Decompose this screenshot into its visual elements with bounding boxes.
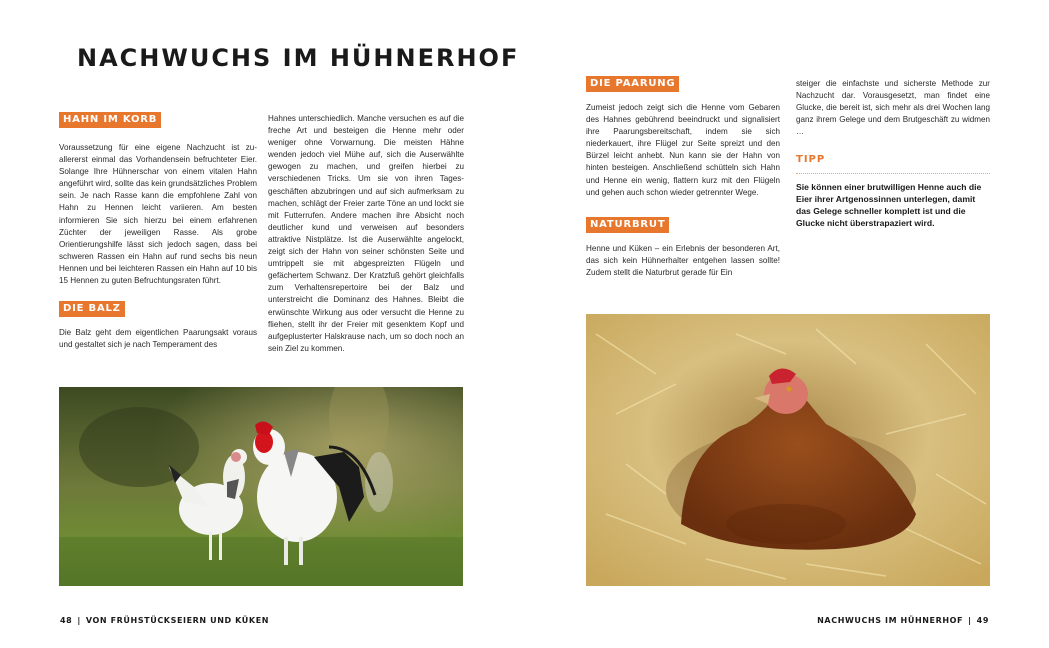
section-text-die-paarung: Zumeist jedoch zeigt sich die Henne vom Gebaren des Hahnes gebührend beeindruckt und signalisiert ihre Paarungsbereitschaft, indem sie sich niederkauert, ihre Flügel zur Seite spreizt und den Bürzel leicht anhebt. Nun kann sie der Hahn von hinten besteigen. Anschließend schütteln sich Hahn und Henne ein wenig, flattern kurz mit den Flügeln und gehen auch schon wieder getrennter Wege. xyxy=(586,103,780,197)
photo-hen-and-rooster xyxy=(59,387,463,586)
right-column-1 xyxy=(586,76,780,279)
section-heading-die-paarung: DIE PAARUNG xyxy=(586,76,679,92)
tipp-text: Sie können einer brutwilligen Henne auch die Eier ihrer Artgenossinnen unterlegen, damit das Gelege schneller komplett ist und die Glucke nicht überstrapaziert wird. xyxy=(796,181,982,229)
page-number-left: 48 xyxy=(60,616,73,625)
section-text-naturbrut: Henne und Küken – ein Erlebnis der besonderen Art, das sich kein Hühnerhalter entgehen lassen sollte! Zudem stellt die Naturbrut gerade für Ein xyxy=(586,243,780,277)
chapter-title-right: NACHWUCHS IM HÜHNERHOF xyxy=(817,616,964,625)
brooding-hen-illustration xyxy=(586,314,990,586)
section-text-die-balz: Die Balz geht dem eigentlichen Paarungsakt voraus und gestaltet sich je nach Temperament des xyxy=(59,328,257,350)
page-number-right: 49 xyxy=(976,616,989,625)
right-column-2 xyxy=(796,78,990,230)
section-heading-naturbrut: NATURBRUT xyxy=(586,217,669,233)
footer-right xyxy=(817,616,989,625)
hen-rooster-illustration xyxy=(59,387,463,586)
tipp-divider xyxy=(796,173,990,174)
tipp-title: TIPP xyxy=(796,154,826,166)
footer-separator: | xyxy=(77,616,81,625)
tipp-box xyxy=(796,154,990,229)
section-text-hahn-im-korb: Voraussetzung für eine eigene Nachzucht ist zuallererst einmal das Vorhandensein befruchteter Eier. Solange Ihre Hühnerschar von einem vitalen Hahn angeführt wird, sollte das kein grundsätzliches Problem sein. Je nach Rasse kann die empfohlene Zahl von Hahn zu Hennen leicht variieren. Am besten informieren Sie sich hierzu bei einem erfahrenen Züchter der jeweiligen Rasse. Als grobe Orientierungshilfe lässt sich jedoch sagen, dass bei schweren Rassen ein Hahn auf rund sechs bis neun Hennen und bei leichteren Rassen ein Hahn auf 10 bis 15 Hennen zu guten Befruchtungsraten führt. xyxy=(59,143,257,286)
footer-separator: | xyxy=(968,616,972,625)
balz-continued-text: Hahnes unterschiedlich. Manche versuchen es auf die freche Art und besteigen die Henne mehr oder weniger ohne Vorwarnung. Die meisten Hähne wenden jedoch viel Mühe auf, sich die Auserwählte gewogen zu machen, und greifen hierbei zu verschiedenen Tricks. Um sie von ihren Tagesgeschäften abzubringen und auf sich aufmerksam zu machen, schlägt der Freier zarte Töne an und lockt sie mit Futterrufen. Andere machen ihre Absicht noch deutlicher kund und verweisen auf besonders attraktive Nistplätze. Ist die Auserwählte angelockt, zeigt sich der Hahn von seiner schönsten Seite und umtrippelt sie mit abgespreizten Flügeln und gefächertem Schwanz. Der Kratzfuß gehört gleichfalls zum Verhaltensrepertoire bei der Balz und unterstreicht die Dominanz des Hahnes. Bleibt die erwünschte Wirkung aus oder versucht die Henne zu fliehen, stellt ihr der Freier mit gesenktem Kopf und aufgeplusterter Halskrause nach, um so doch noch an sein Ziel zu kommen. xyxy=(268,114,464,353)
photo-brooding-hen xyxy=(586,314,990,586)
page-title: NACHWUCHS IM HÜHNERHOF xyxy=(77,44,520,72)
naturbrut-continued-text: steiger die einfachste und sicherste Methode zur Nachzucht dar. Vorausgesetzt, man findet eine Glucke, die bereit ist, sich mehr als drei Wochen lang ganz ihrem Gelege und dem Brutgeschäft zu widmen … xyxy=(796,79,990,137)
footer-left xyxy=(60,616,269,625)
section-heading-hahn-im-korb: HAHN IM KORB xyxy=(59,112,161,128)
left-column-2 xyxy=(268,113,464,355)
section-heading-die-balz: DIE BALZ xyxy=(59,301,125,317)
left-column-1 xyxy=(59,112,257,351)
chapter-title-left: VON FRÜHSTÜCKSEIERN UND KÜKEN xyxy=(85,616,270,625)
